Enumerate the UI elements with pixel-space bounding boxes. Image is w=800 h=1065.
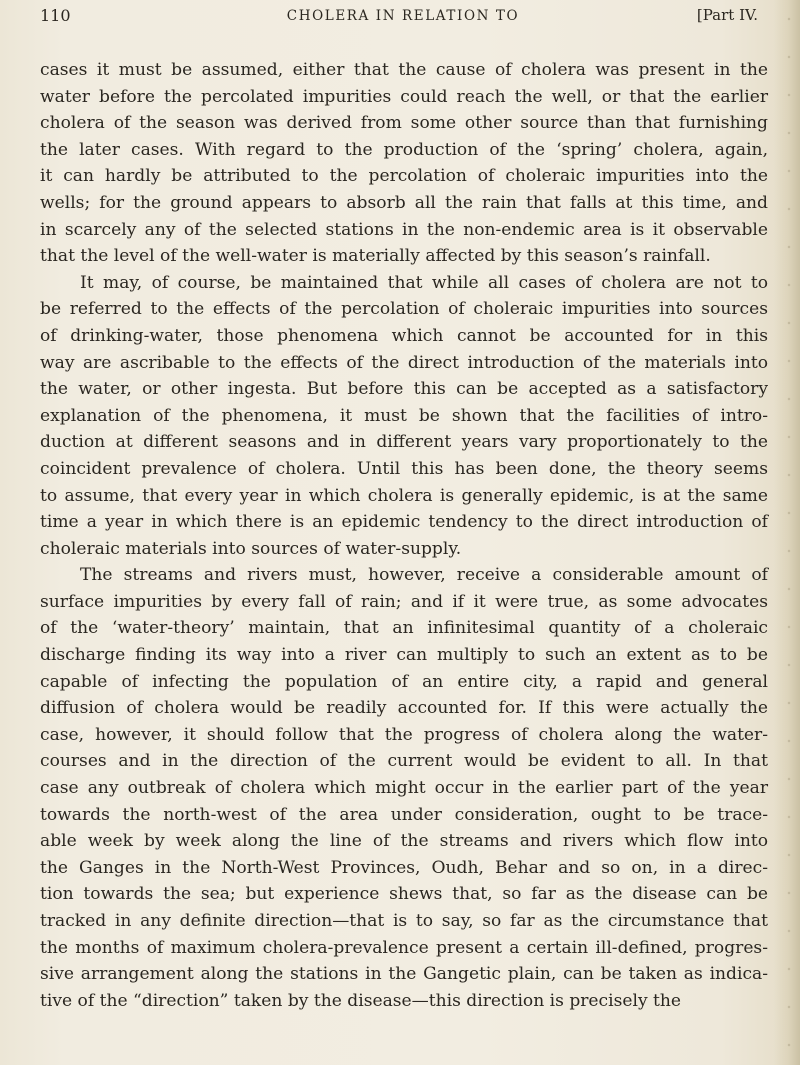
text-line: tracked in any definite direction—that is to say, so far as the circumstance that	[40, 911, 768, 931]
text-line: it can hardly be attributed to the percolation of choleraic impurities into the	[40, 166, 768, 187]
text-line: tion towards the sea; but experience shews that, so far as the disease can be	[40, 884, 768, 905]
text-line: tive of the “direction” taken by the disease—this direction is precisely the	[40, 990, 682, 1011]
text-line: coincident prevalence of cholera. Until this has been done, the theory seems	[40, 458, 768, 479]
text-line: wells; for the ground appears to absorb all the rain that falls at this time, and	[40, 192, 768, 213]
text-line: case any outbreak of cholera which might occur in the earlier part of the year	[40, 778, 768, 799]
text-line: of the ‘water-theory’ maintain, that an infinitesimal quantity of a choleraic	[40, 618, 768, 639]
page-header	[40, 6, 766, 28]
text-line: discharge finding its way into a river can multiply to such an extent as to be	[40, 645, 768, 666]
text-line: way are ascribable to the effects of the direct introduction of the materials into	[40, 352, 768, 373]
text-line: duction at different seasons and in different years vary proportionately to the	[40, 432, 768, 453]
paragraph	[40, 57, 768, 270]
text-line: of drinking-water, those phenomena which cannot be accounted for in this	[40, 325, 768, 346]
text-line: surface impurities by every fall of rain; and if it were true, as some advocates	[40, 591, 768, 612]
text-line: water before the percolated impurities could reach the well, or that the earlier	[40, 86, 768, 107]
text-line: in scarcely any of the selected stations in the non-endemic area is it observable	[40, 219, 768, 240]
text-line: choleraic materials into sources of water-supply.	[40, 538, 462, 559]
text-line: that the level of the well-water is materially affected by this season’s rainfall.	[40, 246, 711, 267]
text-line: the later cases. With regard to the production of the ‘spring’ cholera, again,	[40, 139, 768, 160]
paragraph	[40, 562, 768, 1014]
text-line: cases it must be assumed, either that the cause of cholera was present in the	[40, 60, 768, 80]
text-line: diffusion of cholera would be readily accounted for. If this were actually the	[40, 698, 768, 719]
page-edge-texture	[784, 0, 794, 1065]
text-line: courses and in the direction of the current would be evident to all. In that	[40, 751, 768, 772]
text-line: sive arrangement along the stations in the Gangetic plain, can be taken as indica-	[40, 964, 768, 985]
running-title: CHOLERA IN RELATION TO	[286, 8, 520, 24]
text-line: the Ganges in the North-West Provinces, Oudh, Behar and so on, in a direc-	[40, 857, 768, 878]
text-line: the months of maximum cholera-prevalence present a certain ill-defined, progres-	[40, 937, 768, 958]
text-line: time a year in which there is an epidemic tendency to the direct introduction of	[40, 512, 768, 533]
page-number: 110	[40, 6, 71, 25]
text-line: case, however, it should follow that the progress of cholera along the water-	[40, 724, 768, 745]
text-line: cholera of the season was derived from some other source than that furnishing	[40, 113, 768, 134]
part-label: [Part IV.	[696, 6, 758, 24]
text-line: the water, or other ingesta. But before this can be accepted as a satisfactory	[40, 379, 768, 400]
body-text	[40, 57, 768, 1014]
text-line: towards the north-west of the area under consideration, ought to be trace-	[40, 804, 768, 825]
text-line: able week by week along the line of the streams and rivers which flow into	[40, 831, 768, 852]
text-line: to assume, that every year in which cholera is generally epidemic, is at the same	[40, 485, 768, 506]
text-line: capable of infecting the population of an entire city, a rapid and general	[40, 671, 768, 692]
text-line: It may, of course, be maintained that while all cases of cholera are not to	[80, 272, 768, 293]
text-line: The streams and rivers must, however, receive a considerable amount of	[80, 565, 768, 586]
text-line: explanation of the phenomena, it must be shown that the facilities of intro-	[40, 405, 768, 426]
text-line: be referred to the effects of the percolation of choleraic impurities into sources	[40, 299, 768, 320]
paragraph	[40, 270, 768, 563]
